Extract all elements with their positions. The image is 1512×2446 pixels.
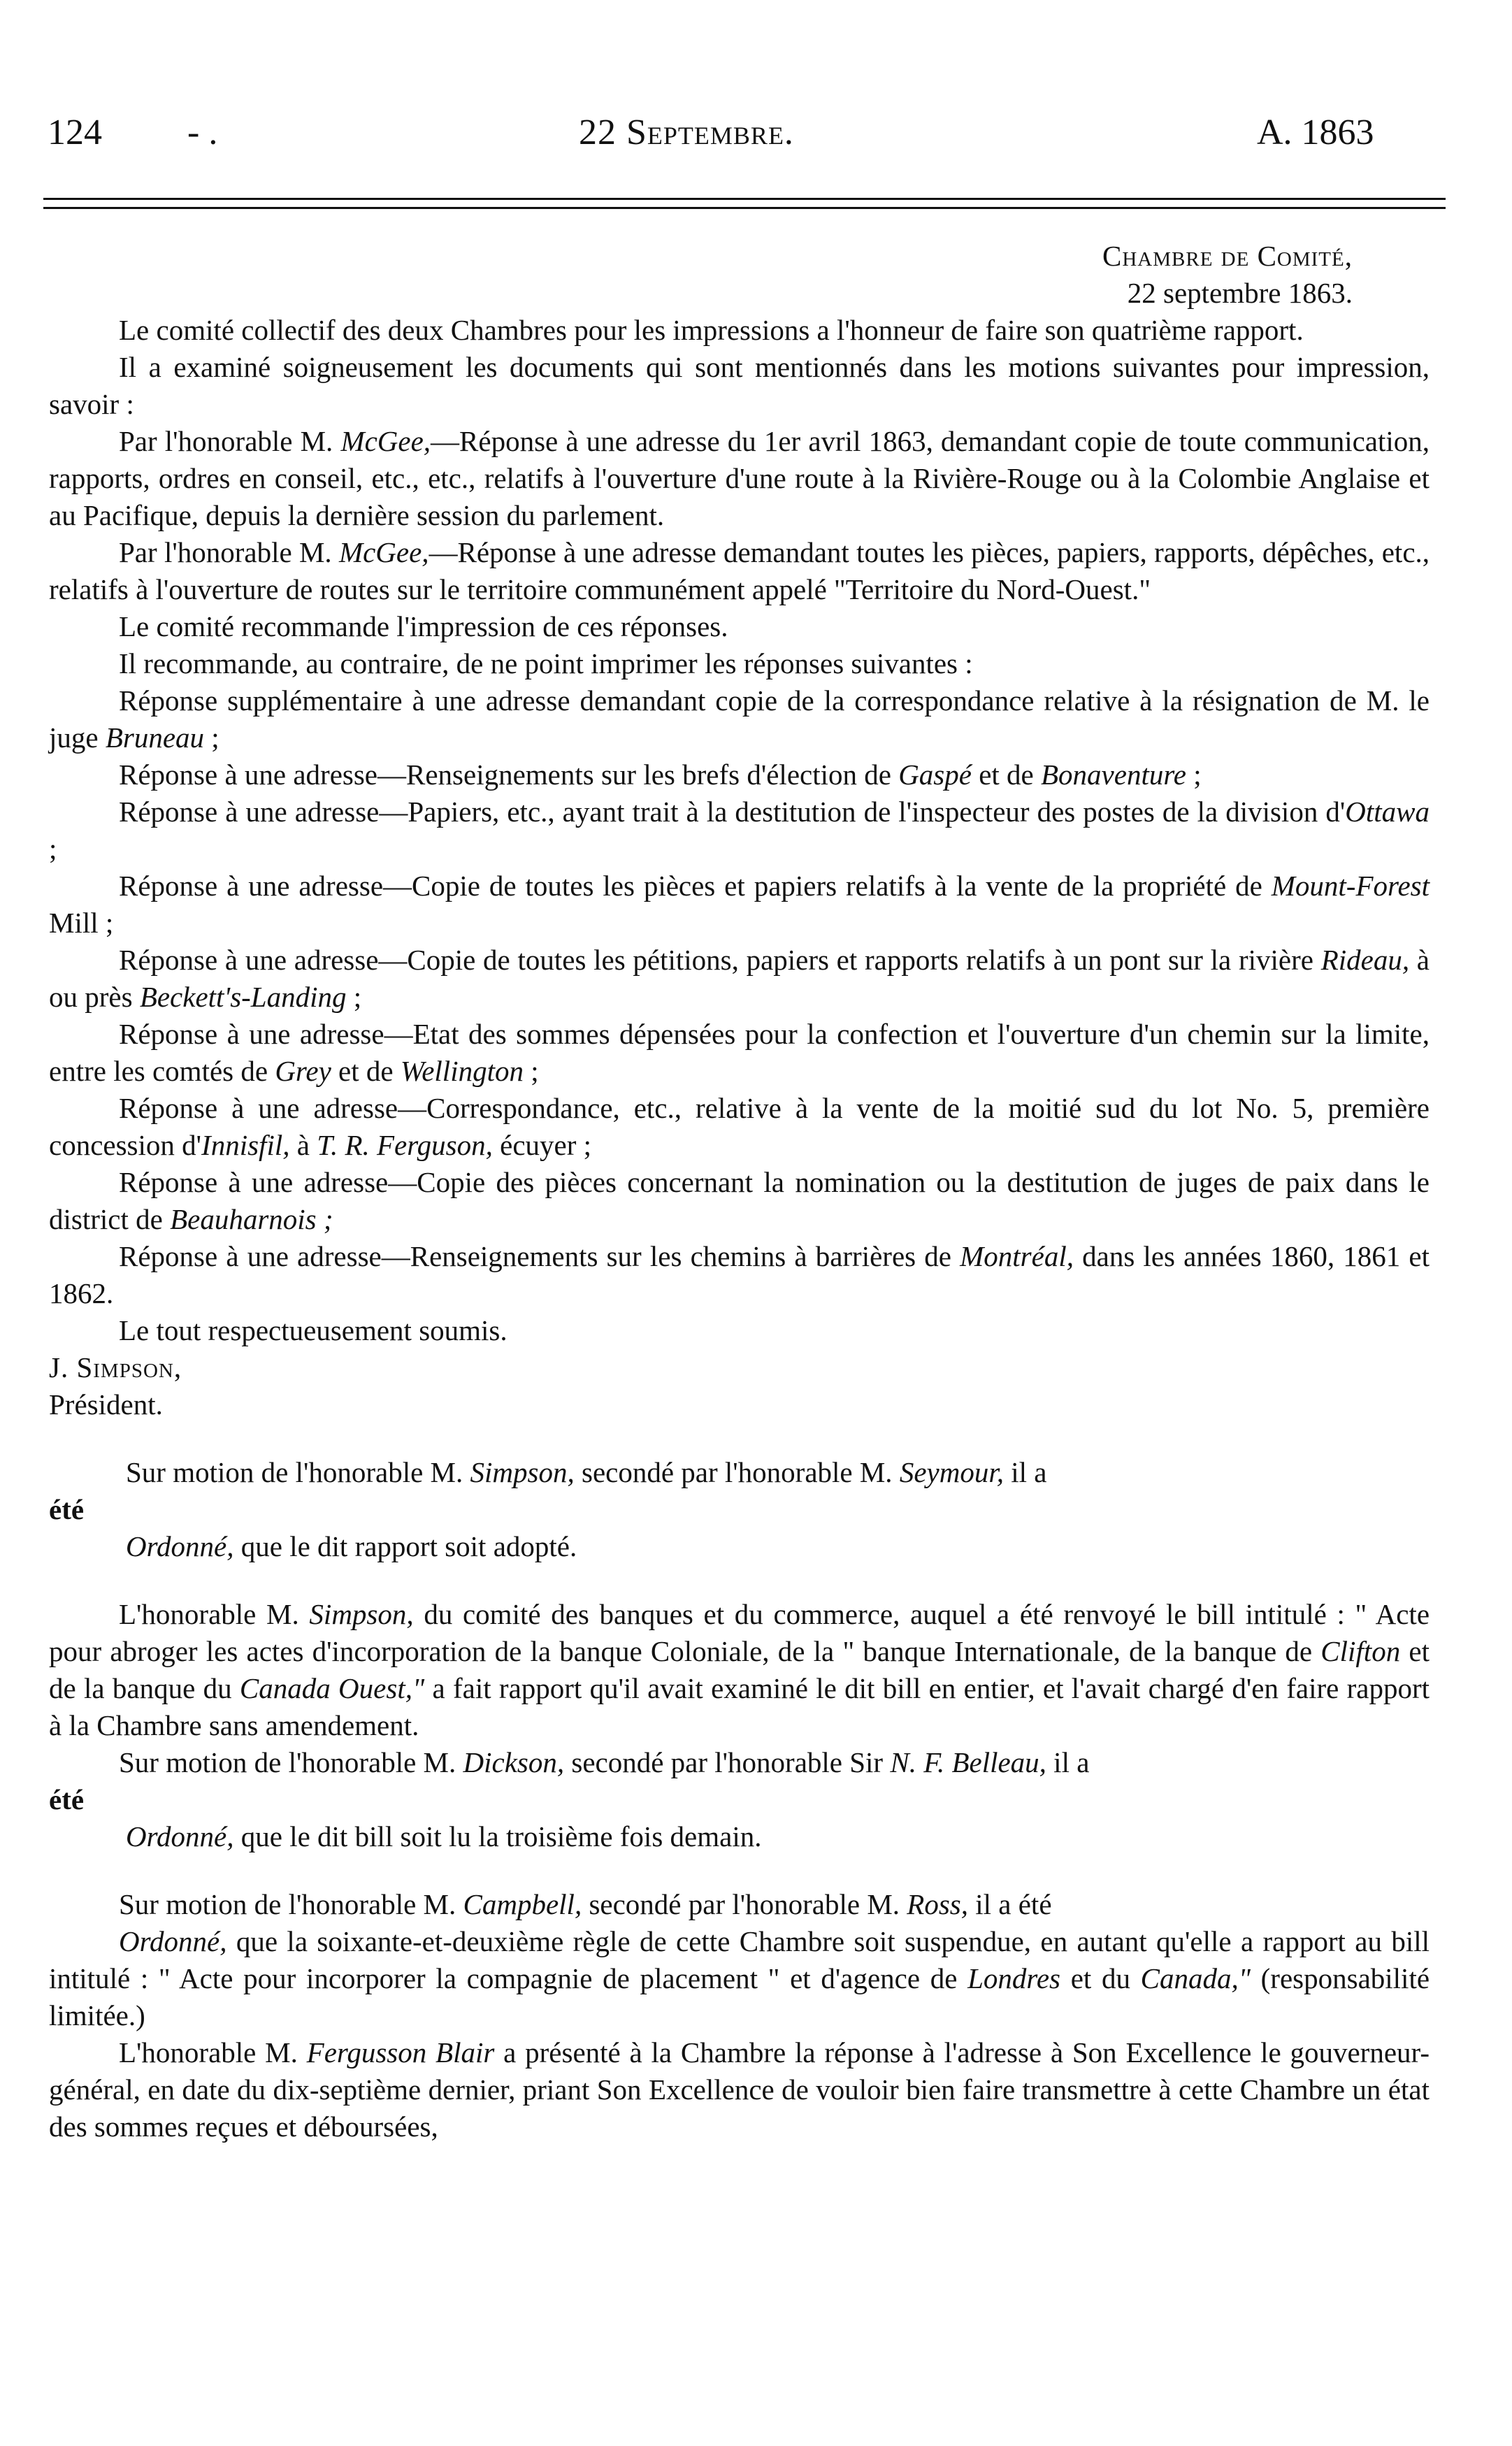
committee-place: Chambre de Comité, xyxy=(1102,240,1353,272)
report-paragraph: L'honorable M. Simpson, du comité des banques et du commerce, auquel a été renvoyé le bill intitulé : " Acte pour abroger les actes d'incorporation de la banque Coloniale, de la " banque Internationale, de la banque de Clifton et de la banque du Canada Ouest," a fait rapport qu'il avait examiné le dit bill en entier, et l'avait chargé d'en faire rapport à la Chambre sans amendement. xyxy=(49,1598,1430,1741)
page-body xyxy=(49,238,1430,2145)
motion-order: Ordonné, que le dit bill soit lu la troisième fois demain. xyxy=(126,1820,762,1853)
motion-order: Ordonné, que la soixante-et-deuxième règle de cette Chambre soit suspendue, en autant qu'elle a rapport au bill intitulé : " Acte pour incorporer la compagnie de placement " et d'agence de Londres et du Canada," (responsabilité limitée.) xyxy=(49,1925,1430,2031)
header-year: A. 1863 xyxy=(1257,113,1374,152)
paragraph: Le tout respectueusement soumis. xyxy=(119,1314,507,1346)
paragraph: Le comité collectif des deux Chambres pour les impressions a l'honneur de faire son quatrième rapport. xyxy=(119,314,1304,346)
committee-date: 22 septembre 1863. xyxy=(1127,277,1353,309)
paragraph: Réponse supplémentaire à une adresse demandant copie de la correspondance relative à la résignation de M. le juge Bruneau ; xyxy=(49,684,1430,754)
paragraph: Réponse à une adresse—Correspondance, etc., relative à la vente de la moitié sud du lot No. 5, première concession d'Innisfil, à T. R. Ferguson, écuyer ; xyxy=(49,1092,1430,1161)
paragraph: Réponse à une adresse—Copie de toutes les pétitions, papiers et rapports relatifs à un pont sur la rivière Rideau, à ou près Beckett's-Landing ; xyxy=(49,944,1430,1013)
person-name: McGee, xyxy=(338,536,429,568)
signature-title: Président. xyxy=(49,1388,163,1420)
header-date: 22 Septembre. xyxy=(579,113,794,152)
paragraph: Par l'honorable M. McGee,—Réponse à une adresse demandant toutes les pièces, papiers, rapports, dépêches, etc., relatifs à l'ouverture de routes sur le territoire communément appelé "Territoire du Nord-Ouest." xyxy=(49,536,1430,605)
page-number: 124 xyxy=(48,113,102,152)
paragraph: Le comité recommande l'impression de ces réponses. xyxy=(119,610,728,642)
motion-paragraph: Sur motion de l'honorable M. Simpson, secondé par l'honorable M. Seymour, il a xyxy=(126,1456,1047,1488)
person-name: McGee, xyxy=(340,425,431,457)
paragraph: Réponse à une adresse—Renseignements sur les chemins à barrières de Montréal, dans les années 1860, 1861 et 1862. xyxy=(49,1240,1430,1309)
paragraph: Réponse à une adresse—Etat des sommes dépensées pour la confection et l'ouverture d'un chemin sur la limite, entre les comtés de Grey et de Wellington ; xyxy=(49,1018,1430,1087)
signature-name: J. Simpson, xyxy=(49,1351,182,1383)
margin-note: été xyxy=(49,1783,85,1815)
paragraph: Réponse à une adresse—Copie de toutes les pièces et papiers relatifs à la vente de la propriété de Mount-Forest Mill ; xyxy=(49,870,1430,939)
final-paragraph: L'honorable M. Fergusson Blair a présenté à la Chambre la réponse à l'adresse à Son Excellence le gouverneur-général, en date du dix-septième dernier, priant Son Excellence de vouloir bien faire transmettre à cette Chambre un état des sommes reçues et déboursées, xyxy=(49,2036,1430,2143)
paragraph: Réponse à une adresse—Renseignements sur les brefs d'élection de Gaspé et de Bonaventure ; xyxy=(119,758,1202,791)
spacer xyxy=(49,1565,1430,1596)
spacer xyxy=(49,1855,1430,1886)
margin-note: été xyxy=(49,1493,85,1525)
header-mark: - . xyxy=(187,113,218,152)
motion-paragraph: Sur motion de l'honorable M. Campbell, secondé par l'honorable M. Ross, il a été xyxy=(119,1888,1052,1920)
paragraph: Réponse à une adresse—Papiers, etc., ayant trait à la destitution de l'inspecteur des postes de la division d'Ottawa ; xyxy=(49,796,1430,865)
page-header xyxy=(48,108,1446,157)
header-rule-top xyxy=(43,198,1446,200)
spacer xyxy=(49,1423,1430,1454)
motion-paragraph: Sur motion de l'honorable M. Dickson, secondé par l'honorable Sir N. F. Belleau, il a xyxy=(119,1746,1090,1778)
paragraph: Par l'honorable M. McGee,—Réponse à une adresse du 1er avril 1863, demandant copie de toute communication, rapports, ordres en conseil, etc., etc., relatifs à l'ouverture d'une route à la Rivière-Rouge ou à la Colombie Anglaise et au Pacifique, depuis la dernière session du parlement. xyxy=(49,425,1430,531)
paragraph: Il recommande, au contraire, de ne point imprimer les réponses suivantes : xyxy=(119,647,973,679)
motion-order: Ordonné, que le dit rapport soit adopté. xyxy=(126,1530,577,1562)
header-rule-bottom xyxy=(43,207,1446,209)
paragraph: Réponse à une adresse—Copie des pièces concernant la nomination ou la destitution de juges de paix dans le district de Beauharnois ; xyxy=(49,1166,1430,1235)
paragraph: Il a examiné soigneusement les documents qui sont mentionnés dans les motions suivantes pour impression, savoir : xyxy=(49,351,1430,420)
